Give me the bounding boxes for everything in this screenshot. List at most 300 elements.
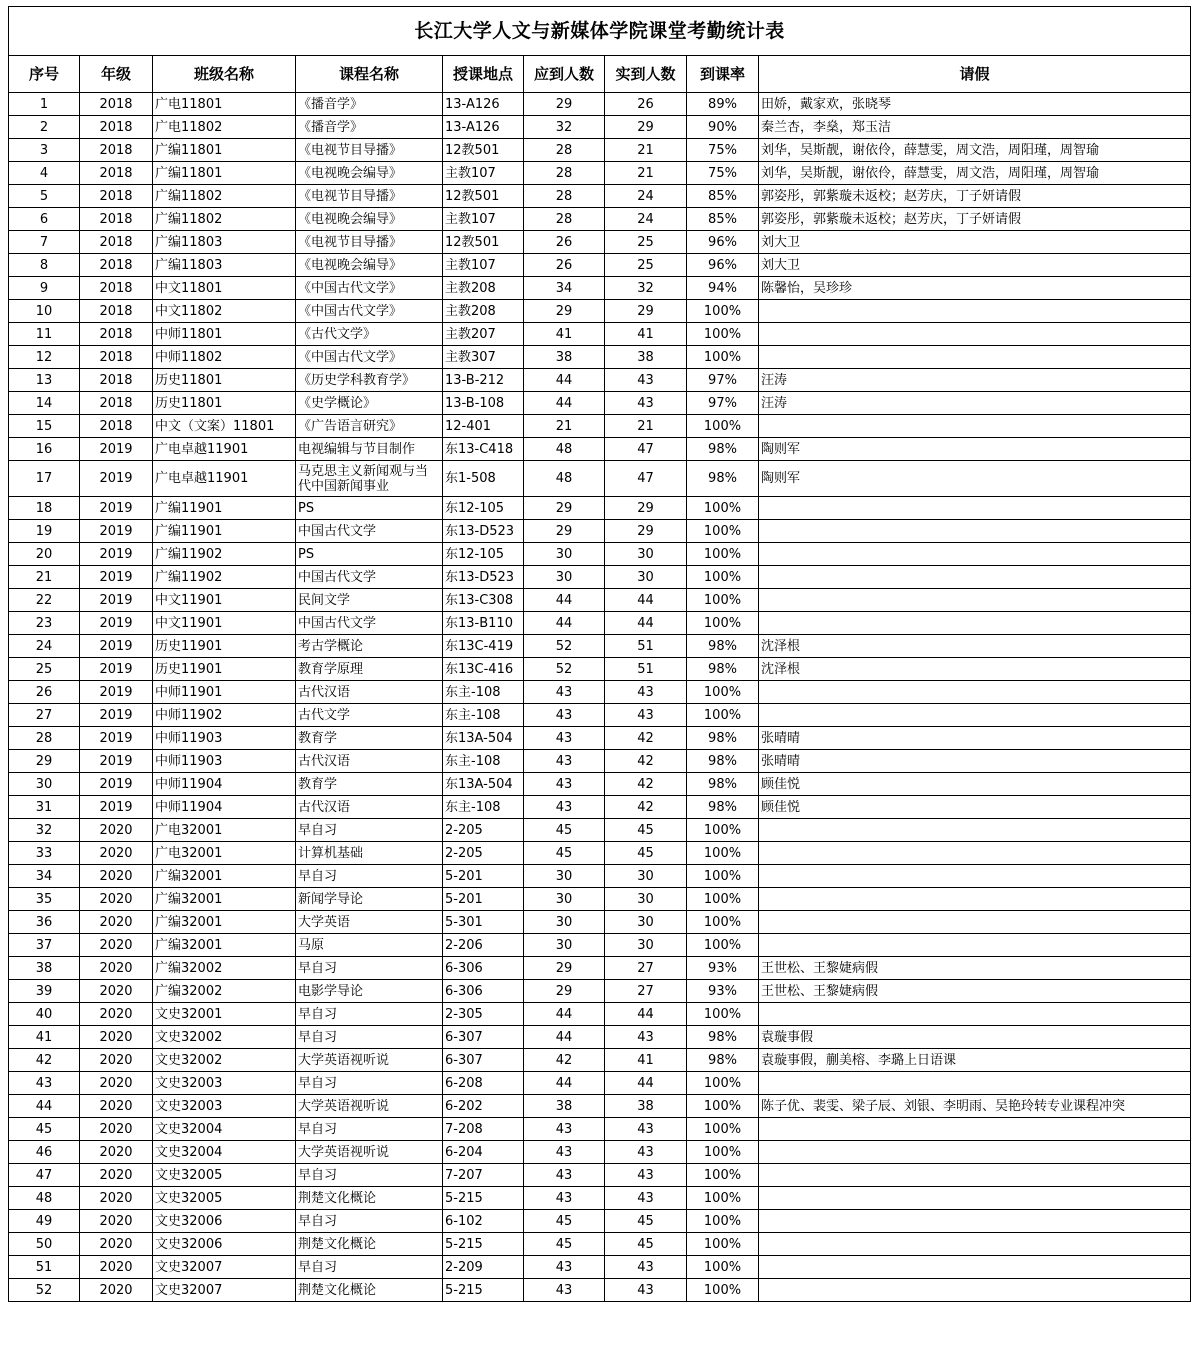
cell-index[interactable]: 22 <box>9 589 80 612</box>
cell-actual[interactable]: 44 <box>605 1072 687 1095</box>
cell-grade[interactable]: 2020 <box>80 957 153 980</box>
cell-leave[interactable] <box>759 888 1191 911</box>
cell-class[interactable]: 广编11803 <box>153 254 296 277</box>
cell-actual[interactable]: 51 <box>605 658 687 681</box>
cell-class[interactable]: 文史32007 <box>153 1279 296 1302</box>
cell-index[interactable]: 4 <box>9 162 80 185</box>
cell-grade[interactable]: 2018 <box>80 139 153 162</box>
cell-course[interactable]: 计算机基础 <box>296 842 443 865</box>
cell-actual[interactable]: 43 <box>605 1187 687 1210</box>
cell-location[interactable]: 东12-105 <box>443 497 524 520</box>
cell-actual[interactable]: 29 <box>605 300 687 323</box>
cell-course[interactable]: 早自习 <box>296 1118 443 1141</box>
cell-location[interactable]: 6-208 <box>443 1072 524 1095</box>
cell-leave[interactable]: 王世松、王黎婕病假 <box>759 957 1191 980</box>
cell-leave[interactable] <box>759 300 1191 323</box>
cell-actual[interactable]: 45 <box>605 1210 687 1233</box>
cell-class[interactable]: 中师11802 <box>153 346 296 369</box>
cell-location[interactable]: 2-205 <box>443 819 524 842</box>
cell-expected[interactable]: 45 <box>524 1233 605 1256</box>
cell-location[interactable]: 2-209 <box>443 1256 524 1279</box>
cell-index[interactable]: 28 <box>9 727 80 750</box>
cell-actual[interactable]: 29 <box>605 520 687 543</box>
cell-location[interactable]: 12教501 <box>443 231 524 254</box>
cell-leave[interactable] <box>759 415 1191 438</box>
cell-course[interactable]: 《电视晚会编导》 <box>296 254 443 277</box>
cell-location[interactable]: 5-215 <box>443 1233 524 1256</box>
cell-course[interactable]: 古代文学 <box>296 704 443 727</box>
cell-rate[interactable]: 100% <box>687 589 759 612</box>
cell-course[interactable]: 古代汉语 <box>296 796 443 819</box>
cell-expected[interactable]: 43 <box>524 773 605 796</box>
cell-actual[interactable]: 38 <box>605 1095 687 1118</box>
cell-rate[interactable]: 98% <box>687 1026 759 1049</box>
cell-actual[interactable]: 25 <box>605 231 687 254</box>
cell-course[interactable]: 马克思主义新闻观与当代中国新闻事业 <box>296 461 443 497</box>
cell-leave[interactable]: 郭姿彤，郭紫璇未返校；赵芳庆，丁子妍请假 <box>759 208 1191 231</box>
cell-grade[interactable]: 2019 <box>80 727 153 750</box>
cell-expected[interactable]: 29 <box>524 497 605 520</box>
cell-rate[interactable]: 100% <box>687 1003 759 1026</box>
cell-index[interactable]: 8 <box>9 254 80 277</box>
cell-rate[interactable]: 100% <box>687 704 759 727</box>
cell-index[interactable]: 27 <box>9 704 80 727</box>
cell-rate[interactable]: 100% <box>687 1118 759 1141</box>
cell-expected[interactable]: 38 <box>524 346 605 369</box>
cell-actual[interactable]: 51 <box>605 635 687 658</box>
cell-class[interactable]: 广电卓越11901 <box>153 438 296 461</box>
cell-grade[interactable]: 2018 <box>80 300 153 323</box>
cell-location[interactable]: 主教208 <box>443 300 524 323</box>
cell-leave[interactable]: 郭姿彤，郭紫璇未返校；赵芳庆，丁子妍请假 <box>759 185 1191 208</box>
cell-actual[interactable]: 24 <box>605 185 687 208</box>
cell-course[interactable]: 电视编辑与节目制作 <box>296 438 443 461</box>
cell-location[interactable]: 东13-C308 <box>443 589 524 612</box>
cell-class[interactable]: 广编11901 <box>153 520 296 543</box>
cell-grade[interactable]: 2018 <box>80 415 153 438</box>
cell-location[interactable]: 7-207 <box>443 1164 524 1187</box>
cell-course[interactable]: 马原 <box>296 934 443 957</box>
cell-grade[interactable]: 2019 <box>80 438 153 461</box>
cell-actual[interactable]: 42 <box>605 727 687 750</box>
cell-rate[interactable]: 93% <box>687 957 759 980</box>
cell-leave[interactable] <box>759 934 1191 957</box>
cell-location[interactable]: 东13-C418 <box>443 438 524 461</box>
cell-location[interactable]: 2-305 <box>443 1003 524 1026</box>
cell-index[interactable]: 40 <box>9 1003 80 1026</box>
cell-course[interactable]: PS <box>296 543 443 566</box>
cell-index[interactable]: 21 <box>9 566 80 589</box>
cell-grade[interactable]: 2018 <box>80 208 153 231</box>
cell-course[interactable]: 早自习 <box>296 1210 443 1233</box>
cell-rate[interactable]: 100% <box>687 543 759 566</box>
cell-leave[interactable] <box>759 819 1191 842</box>
cell-actual[interactable]: 45 <box>605 1233 687 1256</box>
cell-course[interactable]: 《中国古代文学》 <box>296 346 443 369</box>
cell-rate[interactable]: 100% <box>687 911 759 934</box>
cell-location[interactable]: 13-A126 <box>443 116 524 139</box>
cell-course[interactable]: 早自习 <box>296 1026 443 1049</box>
cell-actual[interactable]: 44 <box>605 1003 687 1026</box>
cell-course[interactable]: 《史学概论》 <box>296 392 443 415</box>
cell-actual[interactable]: 43 <box>605 1164 687 1187</box>
cell-actual[interactable]: 27 <box>605 980 687 1003</box>
cell-grade[interactable]: 2019 <box>80 461 153 497</box>
cell-actual[interactable]: 21 <box>605 139 687 162</box>
cell-index[interactable]: 23 <box>9 612 80 635</box>
cell-course[interactable]: 教育学原理 <box>296 658 443 681</box>
cell-expected[interactable]: 42 <box>524 1049 605 1072</box>
cell-grade[interactable]: 2019 <box>80 681 153 704</box>
cell-expected[interactable]: 41 <box>524 323 605 346</box>
cell-grade[interactable]: 2020 <box>80 1049 153 1072</box>
cell-course[interactable]: 《电视节目导播》 <box>296 185 443 208</box>
cell-location[interactable]: 东主-108 <box>443 681 524 704</box>
cell-rate[interactable]: 100% <box>687 566 759 589</box>
cell-course[interactable]: 大学英语视听说 <box>296 1095 443 1118</box>
cell-class[interactable]: 广编32001 <box>153 865 296 888</box>
cell-class[interactable]: 文史32001 <box>153 1003 296 1026</box>
cell-grade[interactable]: 2018 <box>80 346 153 369</box>
cell-rate[interactable]: 100% <box>687 1279 759 1302</box>
cell-leave[interactable]: 沈泽根 <box>759 658 1191 681</box>
cell-leave[interactable] <box>759 543 1191 566</box>
cell-actual[interactable]: 43 <box>605 1279 687 1302</box>
cell-rate[interactable]: 100% <box>687 888 759 911</box>
cell-rate[interactable]: 100% <box>687 1187 759 1210</box>
cell-actual[interactable]: 43 <box>605 1141 687 1164</box>
cell-grade[interactable]: 2018 <box>80 162 153 185</box>
cell-location[interactable]: 主教208 <box>443 277 524 300</box>
cell-actual[interactable]: 42 <box>605 773 687 796</box>
column-header-actual[interactable]: 实到人数 <box>605 56 687 93</box>
cell-index[interactable]: 25 <box>9 658 80 681</box>
cell-course[interactable]: 早自习 <box>296 957 443 980</box>
cell-rate[interactable]: 96% <box>687 231 759 254</box>
column-header-index[interactable]: 序号 <box>9 56 80 93</box>
cell-course[interactable]: 电影学导论 <box>296 980 443 1003</box>
cell-location[interactable]: 6-202 <box>443 1095 524 1118</box>
cell-actual[interactable]: 43 <box>605 369 687 392</box>
cell-location[interactable]: 12-401 <box>443 415 524 438</box>
cell-location[interactable]: 东12-105 <box>443 543 524 566</box>
cell-rate[interactable]: 100% <box>687 865 759 888</box>
cell-course[interactable]: PS <box>296 497 443 520</box>
cell-actual[interactable]: 47 <box>605 438 687 461</box>
cell-actual[interactable]: 25 <box>605 254 687 277</box>
cell-grade[interactable]: 2020 <box>80 1279 153 1302</box>
cell-grade[interactable]: 2019 <box>80 497 153 520</box>
cell-location[interactable]: 7-208 <box>443 1118 524 1141</box>
cell-course[interactable]: 早自习 <box>296 1164 443 1187</box>
cell-rate[interactable]: 75% <box>687 162 759 185</box>
cell-rate[interactable]: 75% <box>687 139 759 162</box>
cell-location[interactable]: 6-204 <box>443 1141 524 1164</box>
cell-expected[interactable]: 44 <box>524 392 605 415</box>
cell-leave[interactable]: 汪涛 <box>759 369 1191 392</box>
cell-expected[interactable]: 48 <box>524 461 605 497</box>
cell-grade[interactable]: 2020 <box>80 934 153 957</box>
cell-actual[interactable]: 27 <box>605 957 687 980</box>
cell-grade[interactable]: 2018 <box>80 185 153 208</box>
cell-location[interactable]: 5-201 <box>443 888 524 911</box>
cell-course[interactable]: 古代汉语 <box>296 750 443 773</box>
cell-location[interactable]: 东13-D523 <box>443 520 524 543</box>
cell-grade[interactable]: 2018 <box>80 116 153 139</box>
cell-index[interactable]: 38 <box>9 957 80 980</box>
cell-leave[interactable] <box>759 1003 1191 1026</box>
cell-class[interactable]: 广电32001 <box>153 819 296 842</box>
cell-actual[interactable]: 30 <box>605 888 687 911</box>
cell-rate[interactable]: 100% <box>687 1095 759 1118</box>
cell-grade[interactable]: 2018 <box>80 231 153 254</box>
cell-class[interactable]: 广电卓越11901 <box>153 461 296 497</box>
cell-location[interactable]: 6-306 <box>443 980 524 1003</box>
cell-class[interactable]: 文史32006 <box>153 1233 296 1256</box>
cell-expected[interactable]: 26 <box>524 231 605 254</box>
cell-expected[interactable]: 38 <box>524 1095 605 1118</box>
cell-grade[interactable]: 2019 <box>80 520 153 543</box>
cell-leave[interactable] <box>759 1256 1191 1279</box>
cell-location[interactable]: 东13C-419 <box>443 635 524 658</box>
cell-rate[interactable]: 98% <box>687 796 759 819</box>
column-header-course[interactable]: 课程名称 <box>296 56 443 93</box>
cell-class[interactable]: 历史11801 <box>153 392 296 415</box>
cell-index[interactable]: 34 <box>9 865 80 888</box>
cell-class[interactable]: 文史32007 <box>153 1256 296 1279</box>
cell-rate[interactable]: 100% <box>687 1233 759 1256</box>
cell-index[interactable]: 33 <box>9 842 80 865</box>
cell-course[interactable]: 早自习 <box>296 819 443 842</box>
cell-course[interactable]: 中国古代文学 <box>296 566 443 589</box>
cell-grade[interactable]: 2018 <box>80 392 153 415</box>
cell-class[interactable]: 中师11901 <box>153 681 296 704</box>
cell-index[interactable]: 51 <box>9 1256 80 1279</box>
cell-class[interactable]: 广编11901 <box>153 497 296 520</box>
cell-actual[interactable]: 24 <box>605 208 687 231</box>
cell-rate[interactable]: 100% <box>687 1141 759 1164</box>
cell-actual[interactable]: 44 <box>605 612 687 635</box>
cell-course[interactable]: 中国古代文学 <box>296 520 443 543</box>
cell-location[interactable]: 主教207 <box>443 323 524 346</box>
cell-expected[interactable]: 32 <box>524 116 605 139</box>
cell-expected[interactable]: 43 <box>524 727 605 750</box>
cell-location[interactable]: 主教107 <box>443 254 524 277</box>
cell-grade[interactable]: 2020 <box>80 1233 153 1256</box>
cell-grade[interactable]: 2019 <box>80 612 153 635</box>
cell-leave[interactable] <box>759 1233 1191 1256</box>
cell-actual[interactable]: 42 <box>605 750 687 773</box>
cell-class[interactable]: 中文11801 <box>153 277 296 300</box>
cell-leave[interactable] <box>759 520 1191 543</box>
cell-course[interactable]: 古代汉语 <box>296 681 443 704</box>
cell-course[interactable]: 民间文学 <box>296 589 443 612</box>
cell-leave[interactable]: 顾佳悦 <box>759 773 1191 796</box>
cell-class[interactable]: 文史32004 <box>153 1141 296 1164</box>
cell-actual[interactable]: 47 <box>605 461 687 497</box>
cell-leave[interactable]: 刘华，吴斯靓，谢依伶，薛慧雯，周文浩，周阳瑾，周智瑜 <box>759 162 1191 185</box>
cell-class[interactable]: 中文11901 <box>153 612 296 635</box>
cell-course[interactable]: 《古代文学》 <box>296 323 443 346</box>
cell-rate[interactable]: 100% <box>687 842 759 865</box>
cell-class[interactable]: 广编11902 <box>153 543 296 566</box>
cell-course[interactable]: 荆楚文化概论 <box>296 1233 443 1256</box>
cell-class[interactable]: 文史32002 <box>153 1049 296 1072</box>
cell-actual[interactable]: 41 <box>605 323 687 346</box>
cell-leave[interactable]: 陈馨怡，吴珍珍 <box>759 277 1191 300</box>
cell-location[interactable]: 13-B-108 <box>443 392 524 415</box>
cell-leave[interactable] <box>759 566 1191 589</box>
cell-rate[interactable]: 100% <box>687 1256 759 1279</box>
cell-expected[interactable]: 30 <box>524 934 605 957</box>
cell-leave[interactable]: 陶则军 <box>759 438 1191 461</box>
cell-index[interactable]: 45 <box>9 1118 80 1141</box>
cell-index[interactable]: 30 <box>9 773 80 796</box>
cell-index[interactable]: 29 <box>9 750 80 773</box>
cell-index[interactable]: 1 <box>9 93 80 116</box>
cell-class[interactable]: 中师11903 <box>153 727 296 750</box>
cell-leave[interactable] <box>759 704 1191 727</box>
cell-rate[interactable]: 100% <box>687 934 759 957</box>
cell-grade[interactable]: 2020 <box>80 865 153 888</box>
cell-course[interactable]: 《电视晚会编导》 <box>296 162 443 185</box>
cell-expected[interactable]: 29 <box>524 93 605 116</box>
cell-expected[interactable]: 29 <box>524 980 605 1003</box>
cell-class[interactable]: 广编11802 <box>153 185 296 208</box>
cell-class[interactable]: 文史32002 <box>153 1026 296 1049</box>
cell-grade[interactable]: 2019 <box>80 566 153 589</box>
cell-class[interactable]: 中文11802 <box>153 300 296 323</box>
cell-grade[interactable]: 2020 <box>80 1210 153 1233</box>
cell-actual[interactable]: 41 <box>605 1049 687 1072</box>
cell-index[interactable]: 26 <box>9 681 80 704</box>
cell-class[interactable]: 中师11903 <box>153 750 296 773</box>
cell-class[interactable]: 中师11902 <box>153 704 296 727</box>
cell-expected[interactable]: 44 <box>524 589 605 612</box>
cell-index[interactable]: 48 <box>9 1187 80 1210</box>
cell-index[interactable]: 7 <box>9 231 80 254</box>
cell-class[interactable]: 中师11904 <box>153 796 296 819</box>
cell-grade[interactable]: 2020 <box>80 911 153 934</box>
cell-rate[interactable]: 98% <box>687 438 759 461</box>
cell-index[interactable]: 3 <box>9 139 80 162</box>
cell-class[interactable]: 文史32005 <box>153 1187 296 1210</box>
cell-course[interactable]: 《中国古代文学》 <box>296 277 443 300</box>
cell-rate[interactable]: 100% <box>687 612 759 635</box>
cell-expected[interactable]: 43 <box>524 1118 605 1141</box>
cell-actual[interactable]: 30 <box>605 911 687 934</box>
cell-actual[interactable]: 43 <box>605 1026 687 1049</box>
cell-leave[interactable]: 沈泽根 <box>759 635 1191 658</box>
cell-grade[interactable]: 2019 <box>80 796 153 819</box>
cell-index[interactable]: 31 <box>9 796 80 819</box>
cell-location[interactable]: 东主-108 <box>443 704 524 727</box>
cell-class[interactable]: 广编32001 <box>153 888 296 911</box>
cell-course[interactable]: 《电视晚会编导》 <box>296 208 443 231</box>
cell-leave[interactable] <box>759 1164 1191 1187</box>
cell-grade[interactable]: 2020 <box>80 1072 153 1095</box>
cell-course[interactable]: 《播音学》 <box>296 116 443 139</box>
cell-grade[interactable]: 2020 <box>80 1141 153 1164</box>
cell-rate[interactable]: 98% <box>687 727 759 750</box>
cell-expected[interactable]: 30 <box>524 543 605 566</box>
cell-expected[interactable]: 30 <box>524 865 605 888</box>
cell-index[interactable]: 19 <box>9 520 80 543</box>
cell-grade[interactable]: 2020 <box>80 1118 153 1141</box>
cell-leave[interactable] <box>759 842 1191 865</box>
cell-course[interactable]: 《广告语言研究》 <box>296 415 443 438</box>
cell-grade[interactable]: 2020 <box>80 1256 153 1279</box>
cell-index[interactable]: 18 <box>9 497 80 520</box>
cell-expected[interactable]: 43 <box>524 1164 605 1187</box>
cell-rate[interactable]: 85% <box>687 208 759 231</box>
cell-actual[interactable]: 43 <box>605 1256 687 1279</box>
cell-index[interactable]: 5 <box>9 185 80 208</box>
cell-expected[interactable]: 26 <box>524 254 605 277</box>
cell-index[interactable]: 20 <box>9 543 80 566</box>
cell-class[interactable]: 文史32005 <box>153 1164 296 1187</box>
cell-expected[interactable]: 44 <box>524 612 605 635</box>
cell-class[interactable]: 广编32001 <box>153 911 296 934</box>
cell-actual[interactable]: 30 <box>605 934 687 957</box>
cell-actual[interactable]: 32 <box>605 277 687 300</box>
cell-course[interactable]: 大学英语 <box>296 911 443 934</box>
cell-index[interactable]: 35 <box>9 888 80 911</box>
cell-location[interactable]: 13-B-212 <box>443 369 524 392</box>
cell-index[interactable]: 13 <box>9 369 80 392</box>
cell-leave[interactable]: 秦兰杏，李燊，郑玉洁 <box>759 116 1191 139</box>
cell-rate[interactable]: 98% <box>687 658 759 681</box>
cell-index[interactable]: 16 <box>9 438 80 461</box>
cell-actual[interactable]: 45 <box>605 819 687 842</box>
cell-course[interactable]: 大学英语视听说 <box>296 1049 443 1072</box>
cell-index[interactable]: 10 <box>9 300 80 323</box>
cell-course[interactable]: 早自习 <box>296 1072 443 1095</box>
cell-index[interactable]: 11 <box>9 323 80 346</box>
cell-leave[interactable]: 陈子优、裴雯、梁子辰、刘银、李明雨、吴艳玲转专业课程冲突 <box>759 1095 1191 1118</box>
cell-expected[interactable]: 43 <box>524 681 605 704</box>
column-header-class[interactable]: 班级名称 <box>153 56 296 93</box>
cell-expected[interactable]: 43 <box>524 1256 605 1279</box>
cell-leave[interactable]: 王世松、王黎婕病假 <box>759 980 1191 1003</box>
cell-location[interactable]: 5-201 <box>443 865 524 888</box>
cell-actual[interactable]: 45 <box>605 842 687 865</box>
cell-expected[interactable]: 43 <box>524 1187 605 1210</box>
cell-expected[interactable]: 43 <box>524 1141 605 1164</box>
cell-course[interactable]: 大学英语视听说 <box>296 1141 443 1164</box>
cell-grade[interactable]: 2020 <box>80 1026 153 1049</box>
cell-leave[interactable] <box>759 681 1191 704</box>
cell-leave[interactable] <box>759 323 1191 346</box>
cell-grade[interactable]: 2020 <box>80 842 153 865</box>
cell-rate[interactable]: 97% <box>687 369 759 392</box>
cell-index[interactable]: 32 <box>9 819 80 842</box>
cell-index[interactable]: 12 <box>9 346 80 369</box>
cell-actual[interactable]: 42 <box>605 796 687 819</box>
cell-grade[interactable]: 2020 <box>80 819 153 842</box>
cell-location[interactable]: 东主-108 <box>443 750 524 773</box>
cell-rate[interactable]: 98% <box>687 461 759 497</box>
cell-leave[interactable]: 顾佳悦 <box>759 796 1191 819</box>
cell-index[interactable]: 46 <box>9 1141 80 1164</box>
cell-course[interactable]: 《中国古代文学》 <box>296 300 443 323</box>
cell-grade[interactable]: 2018 <box>80 254 153 277</box>
cell-grade[interactable]: 2019 <box>80 773 153 796</box>
cell-expected[interactable]: 44 <box>524 1003 605 1026</box>
cell-leave[interactable]: 汪涛 <box>759 392 1191 415</box>
cell-course[interactable]: 教育学 <box>296 773 443 796</box>
cell-index[interactable]: 44 <box>9 1095 80 1118</box>
